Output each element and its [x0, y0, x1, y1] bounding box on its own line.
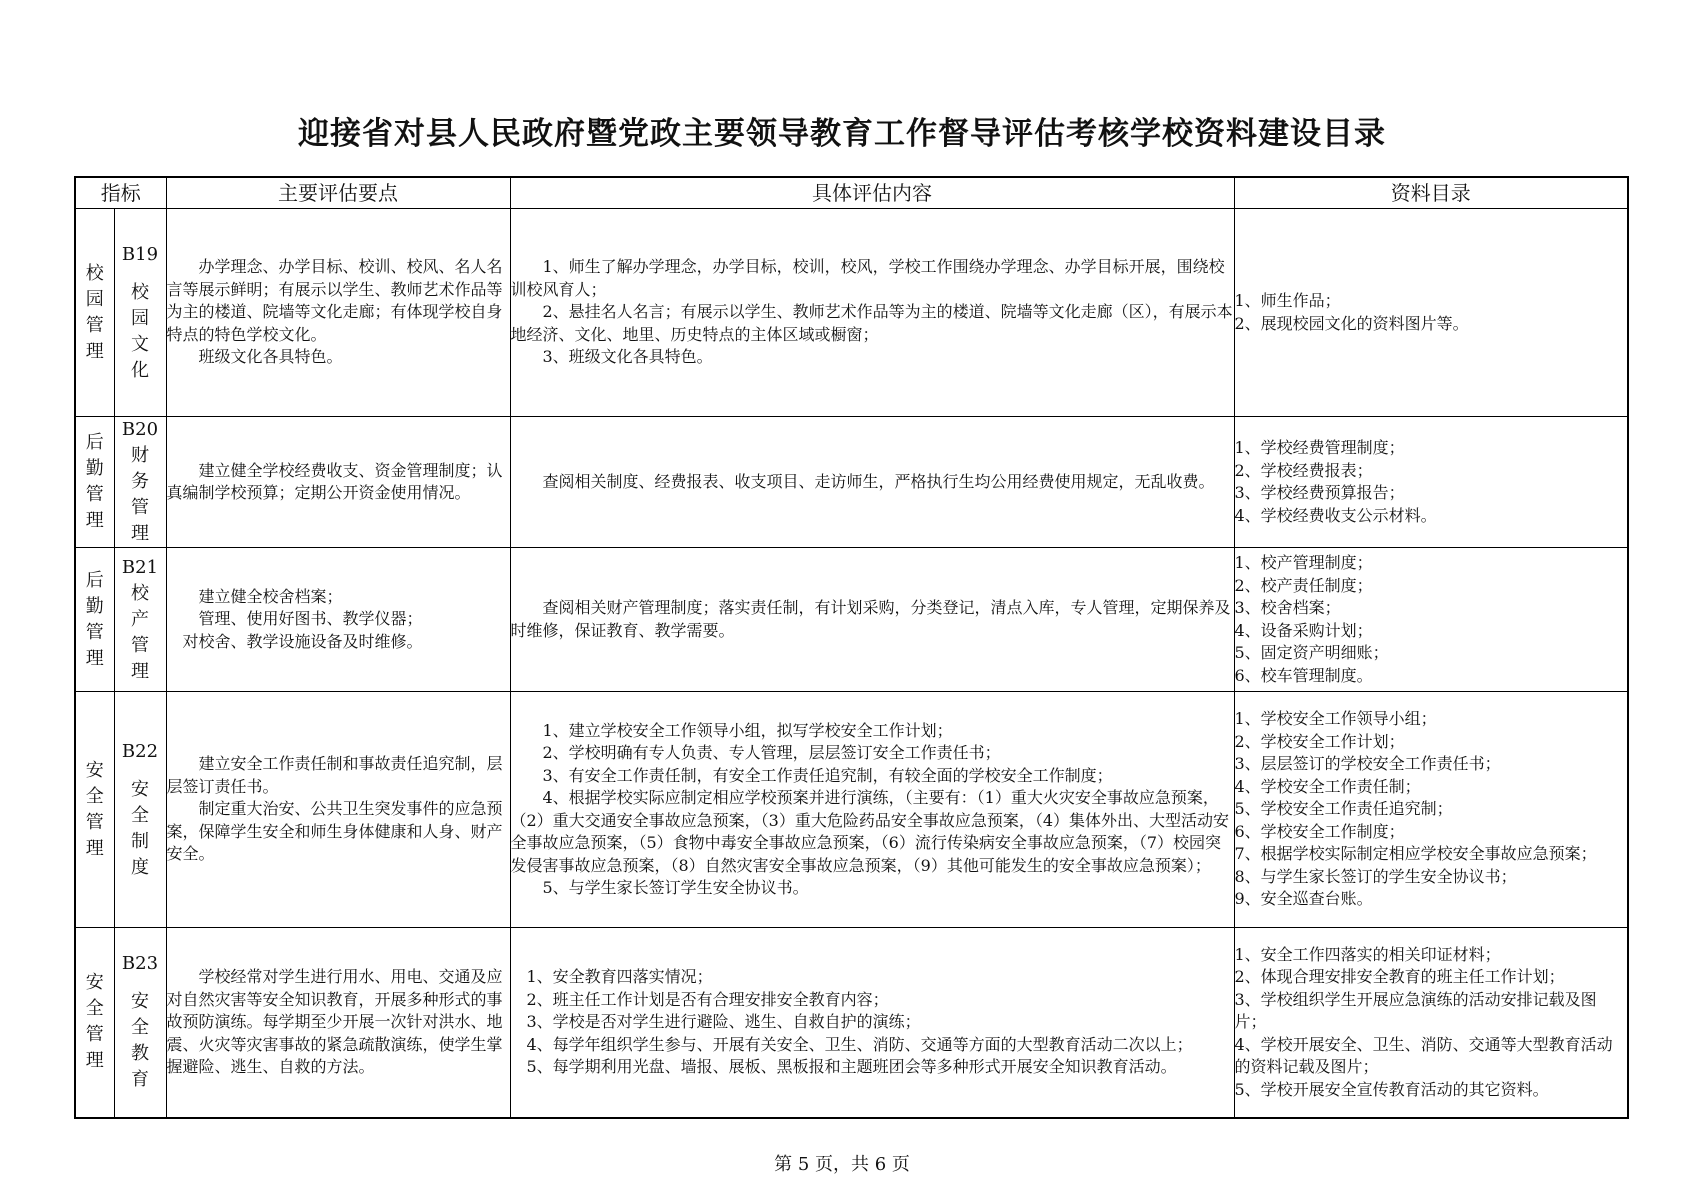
indicator-name: 安全制度: [131, 778, 149, 878]
indicator-code: B22: [121, 740, 159, 762]
page-footer: 第 5 页，共 6 页: [774, 1154, 910, 1175]
content-line: 4、根据学校实际应制定相应学校预案并进行演练，（主要有：（1）重大火灾安全事故应急预案，（2）重大交通安全事故应急预案，（3）重大危险药品安全事故应急预案，（4）集体外出、大型活动安全事故应急预案，（5）食物中毒安全事故应急预案，（6）流行传染病安全事故应急预案，（7）校园突发侵害事故应急预案，（8）自然灾害安全事故应急预案，（9）其他可能发生的安全事故应急预案）；: [510, 788, 1230, 875]
materials-line: 4、设备采购计划；: [1234, 620, 1373, 640]
content-cell: [510, 417, 1234, 548]
category-label: 安全管理: [85, 759, 104, 859]
indicator-code: B20: [121, 419, 159, 440]
category-label: 校园管理: [85, 262, 104, 362]
content-line: 1、安全教育四落实情况；: [510, 967, 713, 986]
indicator-name: 财务管理: [131, 445, 149, 544]
indicator-cell: [114, 417, 166, 548]
materials-line: 6、校车管理制度。: [1234, 665, 1373, 685]
indicator-code: B19: [121, 243, 159, 265]
category-label: 后勤管理: [85, 569, 104, 669]
indicator-cell: [114, 209, 166, 417]
materials-cell: [1234, 692, 1628, 928]
materials-line: 2、学校安全工作计划；: [1234, 731, 1405, 751]
content-line: 5、与学生家长签订学生安全协议书。: [510, 878, 809, 897]
content-line: 3、班级文化各具特色。: [510, 347, 713, 367]
indicator-name: 校园文化: [131, 281, 149, 381]
indicator-code: B21: [121, 556, 159, 578]
materials-line: 7、根据学校实际制定相应学校安全事故应急预案；: [1234, 844, 1597, 864]
materials-cell: [1234, 417, 1628, 548]
content-line: 2、学校明确有专人负责、专人管理，层层签订安全工作责任书；: [510, 743, 1001, 762]
content-line: 2、悬挂名人名言；有展示以学生、教师艺术作品等为主的楼道、院墙等文化走廊（区），有展示本地经济、文化、地里、历史特点的主体区域或橱窗；: [510, 302, 1233, 344]
points-cell: [166, 548, 510, 692]
content-cell: [510, 548, 1234, 692]
table-row: [75, 417, 1628, 548]
indicator-cell: [114, 928, 166, 1118]
category-cell: [75, 417, 114, 548]
indicator-name: 安全教育: [131, 991, 149, 1091]
indicator-cell: [114, 548, 166, 692]
header-points: 主要评估要点: [166, 177, 510, 209]
materials-line: 1、师生作品；: [1234, 291, 1341, 310]
materials-line: 1、安全工作四落实的相关印证材料；: [1234, 944, 1501, 964]
category-label: 安全管理: [85, 972, 104, 1072]
category-cell: [75, 692, 114, 928]
materials-line: 2、体现合理安排安全教育的班主任工作计划；: [1234, 967, 1565, 986]
category-cell: [75, 548, 114, 692]
spacer: [115, 268, 166, 280]
page-title: 迎接省对县人民政府暨党政主要领导教育工作督导评估考核学校资料建设目录: [298, 116, 1386, 152]
materials-line: 2、校产责任制度；: [1234, 575, 1373, 595]
points-line: 对校舍、教学设施设备及时维修。: [166, 631, 423, 651]
category-cell: [75, 209, 114, 417]
content-line: 3、学校是否对学生进行避险、逃生、自救自护的演练；: [510, 1012, 921, 1031]
points-line: 建立健全校舍档案；: [166, 586, 343, 606]
points-line: 管理、使用好图书、教学仪器；: [166, 609, 423, 629]
table-row: [75, 548, 1628, 692]
materials-line: 4、学校开展安全、卫生、消防、交通等大型教育活动的资料记载及图片；: [1234, 1034, 1613, 1076]
materials-line: 1、学校经费管理制度；: [1234, 438, 1405, 457]
materials-line: 1、校产管理制度；: [1234, 553, 1373, 572]
content-line: 3、有安全工作责任制，有安全工作责任追究制，有较全面的学校安全工作制度；: [510, 765, 1113, 785]
materials-line: 6、学校安全工作制度；: [1234, 821, 1405, 841]
materials-line: 2、学校经费报表；: [1234, 460, 1373, 480]
content-line: 1、师生了解办学理念，办学目标，校训，校风，学校工作围绕办学理念、办学目标开展，围绕校训校风育人；: [510, 257, 1225, 299]
points-line: 班级文化各具特色。: [166, 347, 343, 367]
points-cell: [166, 209, 510, 417]
category-label: 后勤管理: [85, 432, 104, 531]
indicator-cell: [114, 692, 166, 928]
materials-line: 2、展现校园文化的资料图片等。: [1234, 313, 1469, 333]
content-cell: [510, 692, 1234, 928]
content-cell: [510, 928, 1234, 1118]
spacer: [115, 977, 166, 989]
header-row: [75, 177, 1628, 209]
materials-line: 9、安全巡查台账。: [1234, 889, 1373, 909]
points-line: 建立健全学校经费收支、资金管理制度；认真编制学校预算；定期公开资金使用情况。: [166, 460, 503, 502]
directory-table: [74, 176, 1629, 1119]
points-line: 制定重大治安、公共卫生突发事件的应急预案，保障学生安全和师生身体健康和人身、财产安全。: [166, 799, 503, 864]
materials-line: 5、学校安全工作责任追究制；: [1234, 799, 1453, 819]
table-row: [75, 692, 1628, 928]
spacer: [115, 765, 166, 777]
materials-cell: [1234, 928, 1628, 1118]
materials-cell: [1234, 548, 1628, 692]
content-cell: [510, 209, 1234, 417]
header-materials: 资料目录: [1234, 177, 1628, 209]
materials-line: 3、层层签订的学校安全工作责任书；: [1234, 754, 1501, 774]
materials-line: 4、学校安全工作责任制；: [1234, 776, 1421, 796]
materials-line: 3、学校组织学生开展应急演练的活动安排记载及图片；: [1234, 989, 1597, 1031]
indicator-name: 校产管理: [131, 582, 149, 682]
content-line: 5、每学期利用光盘、墙报、展板、黑板报和主题班团会等多种形式开展安全知识教育活动。: [510, 1057, 1177, 1076]
points-line: 建立安全工作责任制和事故责任追究制，层层签订责任书。: [166, 754, 503, 796]
materials-line: 1、学校安全工作领导小组；: [1234, 709, 1437, 729]
materials-cell: [1234, 209, 1628, 417]
indicator-code: B23: [121, 953, 159, 975]
content-line: 1、建立学校安全工作领导小组，拟写学校安全工作计划；: [510, 720, 953, 740]
points-line: 办学理念、办学目标、校训、校风、名人名言等展示鲜明；有展示以学生、教师艺术作品等为主的楼道、院墙等文化走廊；有体现学校自身特点的特色学校文化。: [166, 257, 503, 344]
content-line: 查阅相关制度、经费报表、收支项目、走访师生，严格执行生均公用经费使用规定，无乱收费。: [510, 471, 1215, 491]
materials-line: 3、学校经费预算报告；: [1234, 483, 1405, 502]
content-line: 2、班主任工作计划是否有合理安排安全教育内容；: [510, 989, 889, 1009]
points-cell: [166, 417, 510, 548]
materials-line: 4、学校经费收支公示材料。: [1234, 505, 1437, 525]
header-content: 具体评估内容: [510, 177, 1234, 209]
content-line: 4、每学年组织学生参与、开展有关安全、卫生、消防、交通等方面的大型教育活动二次以上；: [510, 1034, 1193, 1054]
header-indicator: 指标: [75, 177, 166, 209]
materials-line: 3、校舍档案；: [1234, 598, 1341, 617]
category-cell: [75, 928, 114, 1118]
materials-line: 5、学校开展安全宣传教育活动的其它资料。: [1234, 1079, 1549, 1099]
points-line: 学校经常对学生进行用水、用电、交通及应对自然灾害等安全知识教育，开展多种形式的事故预防演练。每学期至少开展一次针对洪水、地震、火灾等灾害事故的紧急疏散演练，使学生掌握避险、逃生、自救的方法。: [166, 967, 503, 1076]
table-row: [75, 928, 1628, 1118]
points-cell: [166, 928, 510, 1118]
table-row: [75, 209, 1628, 417]
materials-line: 8、与学生家长签订的学生安全协议书；: [1234, 866, 1517, 886]
content-line: 查阅相关财产管理制度；落实责任制，有计划采购，分类登记，清点入库，专人管理，定期保养及时维修，保证教育、教学需要。: [510, 598, 1231, 640]
materials-line: 5、固定资产明细账；: [1234, 643, 1389, 662]
points-cell: [166, 692, 510, 928]
